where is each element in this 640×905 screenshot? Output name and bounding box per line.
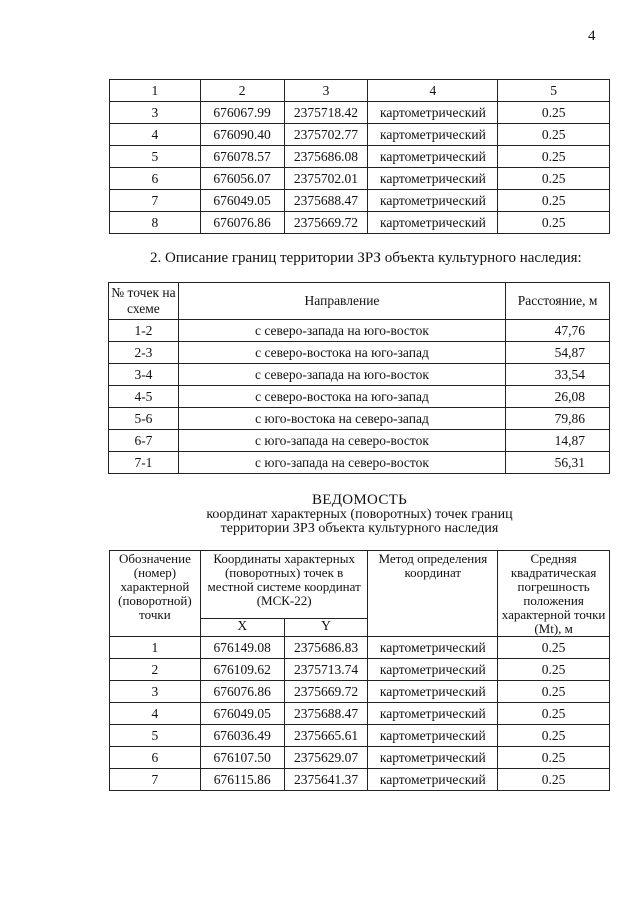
- table-row: [110, 212, 610, 234]
- direction: с северо-запада на юго-восток: [178, 364, 505, 386]
- table-row: [109, 430, 610, 452]
- table-row: [109, 364, 610, 386]
- method: картометрический: [368, 637, 498, 659]
- coord-x: 676078.57: [200, 146, 284, 168]
- coord-y: 2375669.72: [284, 681, 368, 703]
- point-number: 6: [110, 747, 201, 769]
- table-header-row: [110, 551, 610, 619]
- table-row: [110, 725, 610, 747]
- coord-y: 2375669.72: [284, 212, 368, 234]
- table-row: [110, 769, 610, 791]
- header-points: № точек на схеме: [109, 283, 179, 320]
- coord-y: 2375688.47: [284, 190, 368, 212]
- header-method: Метод определения координат: [368, 551, 498, 637]
- point-number: 6: [110, 168, 201, 190]
- method: картометрический: [368, 725, 498, 747]
- point-number: 3: [110, 681, 201, 703]
- table-row: [109, 320, 610, 342]
- error-value: 0.25: [498, 769, 610, 791]
- distance: 26,08: [506, 386, 610, 408]
- error-value: 0.25: [498, 659, 610, 681]
- boundary-description-table: [108, 282, 610, 474]
- point-number: 7: [110, 769, 201, 791]
- table-row: [109, 408, 610, 430]
- point-number: 4: [110, 124, 201, 146]
- distance: 47,76: [506, 320, 610, 342]
- coord-x: 676076.86: [200, 681, 284, 703]
- coord-x: 676049.05: [200, 703, 284, 725]
- header-x: X: [200, 619, 284, 637]
- header-designation: Обозначение (номер) характерной (поворотной) точки: [110, 551, 201, 637]
- coord-x: 676067.99: [200, 102, 284, 124]
- table-row: [110, 168, 610, 190]
- header-cell: 4: [368, 80, 498, 102]
- distance: 33,54: [506, 364, 610, 386]
- table-row: [110, 102, 610, 124]
- section-heading: 2. Описание границ территории ЗРЗ объекта культурного наследия:: [150, 250, 582, 266]
- coord-x: 676090.40: [200, 124, 284, 146]
- method: картометрический: [368, 124, 498, 146]
- coord-x: 676107.50: [200, 747, 284, 769]
- method: картометрический: [368, 168, 498, 190]
- segment: 3-4: [109, 364, 179, 386]
- table-row: [110, 146, 610, 168]
- point-number: 7: [110, 190, 201, 212]
- point-number: 5: [110, 146, 201, 168]
- coord-x: 676056.07: [200, 168, 284, 190]
- coord-y: 2375713.74: [284, 659, 368, 681]
- distance: 79,86: [506, 408, 610, 430]
- coord-y: 2375702.77: [284, 124, 368, 146]
- method: картометрический: [368, 146, 498, 168]
- method: картометрический: [368, 681, 498, 703]
- vedomost-subtitle-line1: координат характерных (поворотных) точек границ: [206, 507, 513, 522]
- segment: 5-6: [109, 408, 179, 430]
- table-row: [109, 452, 610, 474]
- point-number: 3: [110, 102, 201, 124]
- method: картометрический: [368, 703, 498, 725]
- coord-y: 2375629.07: [284, 747, 368, 769]
- point-number: 2: [110, 659, 201, 681]
- coord-y: 2375686.83: [284, 637, 368, 659]
- error-value: 0.25: [498, 637, 610, 659]
- point-number: 1: [110, 637, 201, 659]
- error-value: 0.25: [498, 102, 610, 124]
- error-value: 0.25: [498, 146, 610, 168]
- header-cell: 1: [110, 80, 201, 102]
- method: картометрический: [368, 747, 498, 769]
- direction: с юго-востока на северо-запад: [178, 408, 505, 430]
- coord-y: 2375702.01: [284, 168, 368, 190]
- coordinates-table-continued: [109, 79, 610, 234]
- method: картометрический: [368, 102, 498, 124]
- error-value: 0.25: [498, 190, 610, 212]
- coord-y: 2375686.08: [284, 146, 368, 168]
- table-row: [110, 703, 610, 725]
- header-cell: 3: [284, 80, 368, 102]
- table-row: [110, 681, 610, 703]
- point-number: 4: [110, 703, 201, 725]
- vedomost-title: ВЕДОМОСТЬ: [311, 492, 408, 508]
- table-row: [110, 190, 610, 212]
- segment: 7-1: [109, 452, 179, 474]
- table-header-row: [109, 283, 610, 320]
- header-cell: 2: [200, 80, 284, 102]
- table-row: [109, 342, 610, 364]
- header-distance: Расстояние, м: [506, 283, 610, 320]
- header-y: Y: [284, 619, 368, 637]
- distance: 14,87: [506, 430, 610, 452]
- error-value: 0.25: [498, 747, 610, 769]
- error-value: 0.25: [498, 168, 610, 190]
- method: картометрический: [368, 769, 498, 791]
- coord-x: 676115.86: [200, 769, 284, 791]
- vedomost-subtitle-line2: территории ЗРЗ объекта культурного наследия: [220, 521, 499, 536]
- direction: с северо-запада на юго-восток: [178, 320, 505, 342]
- header-error: Средняя квадратическая погрешность положения характерной точки (Mt), м: [498, 551, 610, 637]
- direction: с юго-запада на северо-восток: [178, 430, 505, 452]
- header-coordinates: Координаты характерных (поворотных) точек в местной системе координат (МСК-22): [200, 551, 368, 619]
- table-row: [110, 637, 610, 659]
- method: картометрический: [368, 659, 498, 681]
- table-row: [110, 659, 610, 681]
- vedomost-table: [109, 550, 610, 791]
- error-value: 0.25: [498, 212, 610, 234]
- distance: 56,31: [506, 452, 610, 474]
- direction: с юго-запада на северо-восток: [178, 452, 505, 474]
- coord-x: 676049.05: [200, 190, 284, 212]
- segment: 6-7: [109, 430, 179, 452]
- method: картометрический: [368, 190, 498, 212]
- segment: 1-2: [109, 320, 179, 342]
- coord-x: 676109.62: [200, 659, 284, 681]
- table-row: [109, 386, 610, 408]
- coord-y: 2375641.37: [284, 769, 368, 791]
- coord-x: 676149.08: [200, 637, 284, 659]
- error-value: 0.25: [498, 725, 610, 747]
- table-row: [110, 747, 610, 769]
- table-header-row: [110, 80, 610, 102]
- error-value: 0.25: [498, 703, 610, 725]
- coord-x: 676076.86: [200, 212, 284, 234]
- header-cell: 5: [498, 80, 610, 102]
- coord-x: 676036.49: [200, 725, 284, 747]
- distance: 54,87: [506, 342, 610, 364]
- segment: 2-3: [109, 342, 179, 364]
- coord-y: 2375718.42: [284, 102, 368, 124]
- page-number: 4: [588, 28, 596, 44]
- direction: с северо-востока на юго-запад: [178, 386, 505, 408]
- direction: с северо-востока на юго-запад: [178, 342, 505, 364]
- segment: 4-5: [109, 386, 179, 408]
- coord-y: 2375688.47: [284, 703, 368, 725]
- header-direction: Направление: [178, 283, 505, 320]
- point-number: 8: [110, 212, 201, 234]
- error-value: 0.25: [498, 124, 610, 146]
- coord-y: 2375665.61: [284, 725, 368, 747]
- method: картометрический: [368, 212, 498, 234]
- error-value: 0.25: [498, 681, 610, 703]
- table-row: [110, 124, 610, 146]
- point-number: 5: [110, 725, 201, 747]
